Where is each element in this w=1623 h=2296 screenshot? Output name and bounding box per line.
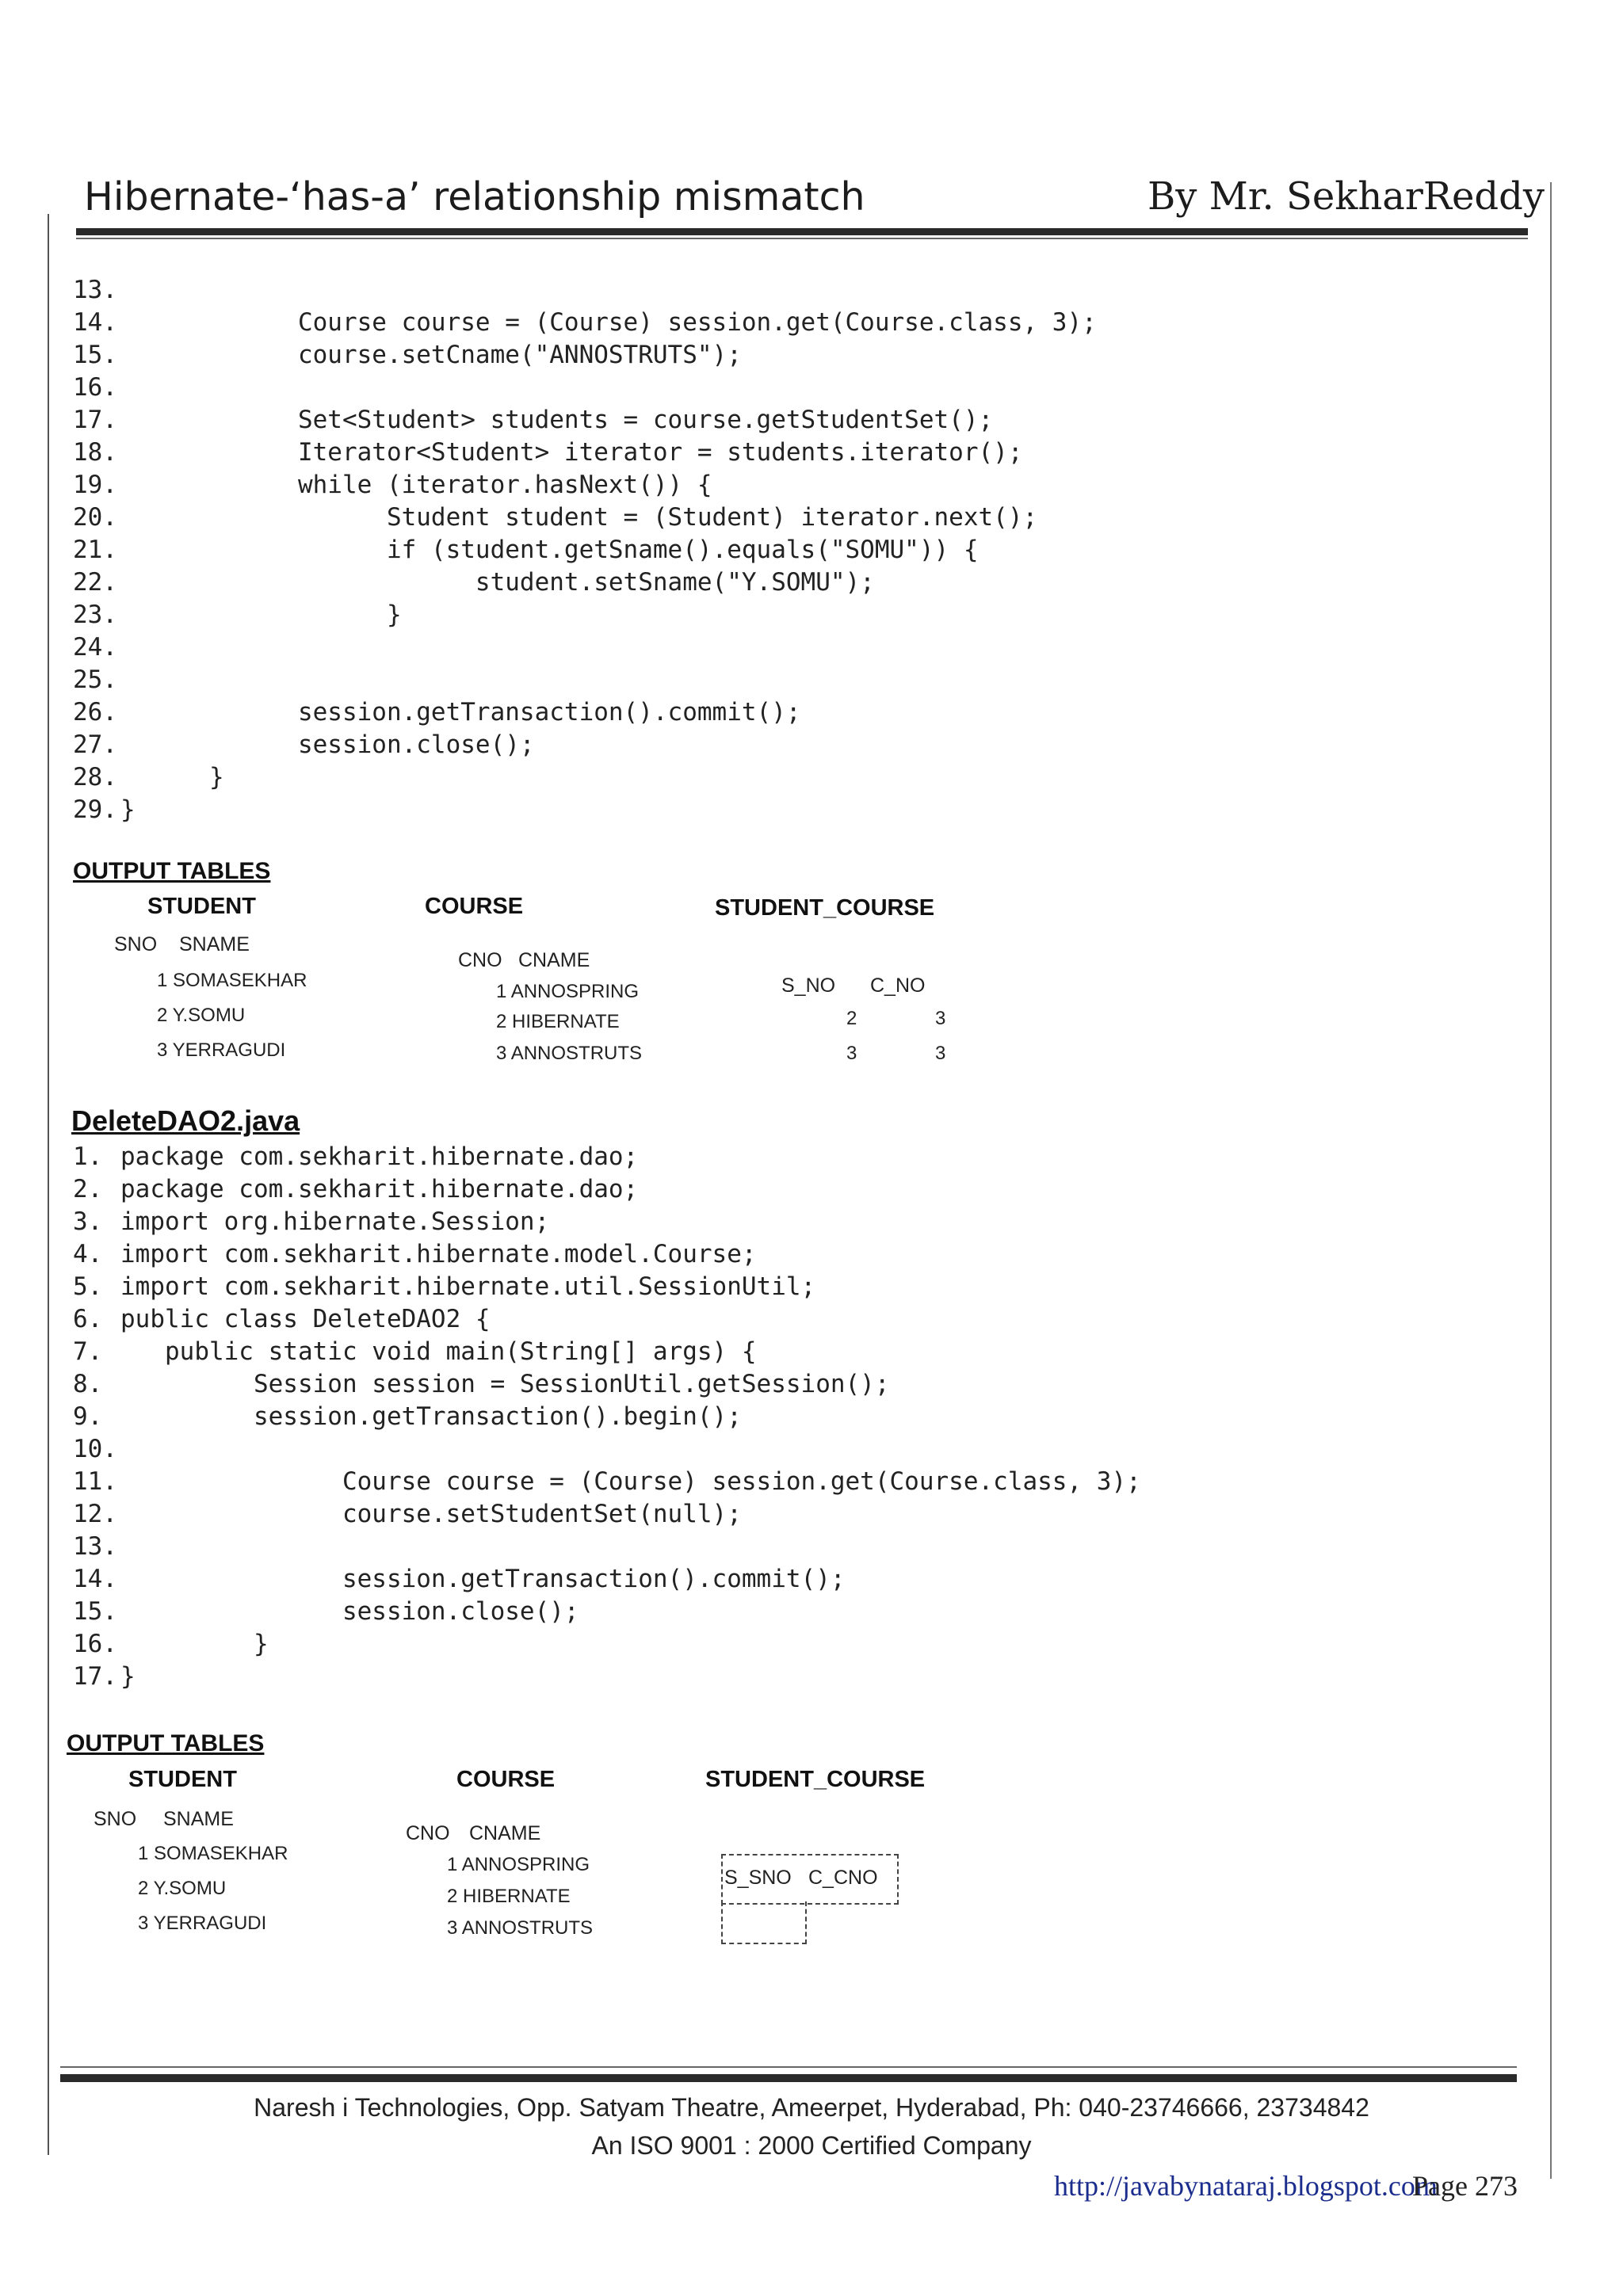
file-title-deletedao2: DeleteDAO2.java xyxy=(71,1104,300,1137)
code-line xyxy=(73,437,1341,469)
line-number: 16. xyxy=(73,1630,117,1658)
code-text: import org.hibernate.Session; xyxy=(120,1207,550,1236)
line-number: 17. xyxy=(73,406,117,434)
code-line xyxy=(73,1206,1341,1238)
student-col-sname: SNAME xyxy=(179,933,250,955)
course-row-2-2: 2 HIBERNATE xyxy=(447,1886,571,1907)
course-table-heading-2: COURSE xyxy=(456,1767,556,1792)
code-line xyxy=(73,1271,1341,1303)
course-col-cno: CNO xyxy=(458,949,502,971)
student-col-sno: SNO xyxy=(114,933,158,955)
course-table-heading: COURSE xyxy=(425,894,524,919)
footer-blog-link[interactable]: http://javabynataraj.blogspot.com xyxy=(1054,2170,1438,2202)
line-number: 17. xyxy=(73,1662,117,1691)
course-row-1: 1 ANNOSPRING xyxy=(496,981,640,1002)
line-number: 21. xyxy=(73,536,117,564)
student-course-table-heading-2: STUDENT_COURSE xyxy=(705,1767,926,1792)
line-number: 15. xyxy=(73,1597,117,1626)
code-text: } xyxy=(120,1662,136,1691)
code-text: import com.sekharit.hibernate.util.SessionUtil; xyxy=(120,1272,816,1301)
line-number: 18. xyxy=(73,438,117,467)
footer-company-address: Naresh i Technologies, Opp. Satyam Theatre, Ameerpet, Hyderabad, Ph: 040-23746666, 23734842 xyxy=(254,2093,1369,2122)
code-text: session.getTransaction().commit(); xyxy=(120,1565,846,1593)
code-text: } xyxy=(120,601,402,629)
line-number: 15. xyxy=(73,341,117,369)
output-tables-title-2: OUTPUT TABLES xyxy=(67,1730,265,1756)
code-line xyxy=(73,1433,1341,1466)
code-line xyxy=(73,1141,1341,1173)
code-text: Course course = (Course) session.get(Course.class, 3); xyxy=(120,308,1097,337)
line-number: 3. xyxy=(73,1207,103,1236)
header-rule xyxy=(76,228,1528,235)
course-row-1-2: 1 ANNOSPRING xyxy=(447,1854,590,1875)
line-number: 2. xyxy=(73,1175,103,1203)
code-text: Iterator<Student> iterator = students.iterator(); xyxy=(120,438,1023,467)
output-tables-title: OUTPUT TABLES xyxy=(73,858,271,884)
student-col-sno-2: SNO xyxy=(94,1808,137,1830)
student-row-3: 3 YERRAGUDI xyxy=(157,1039,286,1061)
line-number: 8. xyxy=(73,1370,103,1398)
line-number: 24. xyxy=(73,633,117,662)
code-line xyxy=(73,599,1341,631)
code-line xyxy=(73,502,1341,534)
line-number: 20. xyxy=(73,503,117,532)
course-col-cname-2: CNAME xyxy=(469,1822,541,1844)
page-border-left xyxy=(48,214,49,2155)
page-header-title: Hibernate-‘has-a’ relationship mismatch xyxy=(84,174,865,219)
code-text: import com.sekharit.hibernate.model.Course; xyxy=(120,1240,757,1268)
student-course-col-cno-2: C_CNO xyxy=(808,1867,878,1889)
student-row-2: 2 Y.SOMU xyxy=(157,1005,246,1026)
code-line xyxy=(73,1368,1341,1401)
code-line xyxy=(73,696,1341,729)
line-number: 22. xyxy=(73,568,117,597)
code-line xyxy=(73,761,1341,794)
code-text: student.setSname("Y.SOMU"); xyxy=(120,568,875,597)
student-course-row-1-sno: 2 xyxy=(846,1008,857,1029)
code-text: Course course = (Course) session.get(Course.class, 3); xyxy=(120,1467,1141,1496)
line-number: 1. xyxy=(73,1142,103,1171)
code-line xyxy=(73,469,1341,502)
code-text: session.close(); xyxy=(120,1597,579,1626)
page-border-right xyxy=(1550,182,1552,2179)
code-line xyxy=(73,794,1341,826)
line-number: 13. xyxy=(73,1532,117,1561)
code-text: course.setStudentSet(null); xyxy=(120,1500,742,1528)
line-number: 16. xyxy=(73,373,117,402)
course-col-cname: CNAME xyxy=(518,949,590,971)
line-number: 26. xyxy=(73,698,117,727)
line-number: 5. xyxy=(73,1272,103,1301)
code-text: while (iterator.hasNext()) { xyxy=(120,471,712,499)
code-text: Student student = (Student) iterator.next(); xyxy=(120,503,1038,532)
student-course-row-2-sno: 3 xyxy=(846,1043,857,1064)
code-line xyxy=(73,1401,1341,1433)
code-line xyxy=(73,1596,1341,1628)
student-table-heading-2: STUDENT xyxy=(128,1767,237,1792)
code-line xyxy=(73,729,1341,761)
student-course-row-1-cno: 3 xyxy=(935,1008,946,1029)
student-course-col-cno: C_NO xyxy=(870,974,926,997)
code-line xyxy=(73,1531,1341,1563)
code-text: session.close(); xyxy=(120,730,535,759)
code-text: } xyxy=(120,1630,269,1658)
code-line xyxy=(73,1173,1341,1206)
footer-rule-thin xyxy=(60,2066,1517,2068)
course-row-3: 3 ANNOSTRUTS xyxy=(496,1043,643,1064)
student-table-heading: STUDENT xyxy=(147,894,256,919)
code-text: Set<Student> students = course.getStudentSet(); xyxy=(120,406,994,434)
code-text: } xyxy=(120,763,224,791)
student-col-sname-2: SNAME xyxy=(163,1808,234,1830)
footer-page-number: Page 273 xyxy=(1412,2170,1518,2202)
code-text: package com.sekharit.hibernate.dao; xyxy=(120,1142,639,1171)
line-number: 14. xyxy=(73,1565,117,1593)
course-row-3-2: 3 ANNOSTRUTS xyxy=(447,1917,594,1939)
student-course-row-2-cno: 3 xyxy=(935,1043,946,1064)
code-line xyxy=(73,1466,1341,1498)
code-text: Session session = SessionUtil.getSession(); xyxy=(120,1370,890,1398)
line-number: 11. xyxy=(73,1467,117,1496)
line-number: 13. xyxy=(73,276,117,304)
student-course-table-heading: STUDENT_COURSE xyxy=(715,895,935,921)
header-rule-thin xyxy=(76,238,1528,239)
code-line xyxy=(73,274,1341,307)
line-number: 28. xyxy=(73,763,117,791)
code-line xyxy=(73,566,1341,599)
code-text: package com.sekharit.hibernate.dao; xyxy=(120,1175,639,1203)
code-line xyxy=(73,1628,1341,1661)
line-number: 19. xyxy=(73,471,117,499)
line-number: 25. xyxy=(73,666,117,694)
code-text: session.getTransaction().commit(); xyxy=(120,698,801,727)
footer-certification: An ISO 9001 : 2000 Certified Company xyxy=(591,2131,1032,2160)
line-number: 14. xyxy=(73,308,117,337)
code-line xyxy=(73,534,1341,566)
line-number: 12. xyxy=(73,1500,117,1528)
code-line xyxy=(73,664,1341,696)
student-row-2-2: 2 Y.SOMU xyxy=(138,1878,227,1899)
code-line xyxy=(73,1238,1341,1271)
line-number: 4. xyxy=(73,1240,103,1268)
line-number: 23. xyxy=(73,601,117,629)
code-text: public static void main(String[] args) { xyxy=(120,1337,757,1366)
code-line xyxy=(73,339,1341,372)
code-line xyxy=(73,1661,1341,1693)
line-number: 9. xyxy=(73,1402,103,1431)
code-line xyxy=(73,307,1341,339)
line-number: 27. xyxy=(73,730,117,759)
code-line xyxy=(73,1563,1341,1596)
student-course-empty-row xyxy=(721,1901,807,1944)
line-number: 7. xyxy=(73,1337,103,1366)
code-line xyxy=(73,1303,1341,1336)
code-line xyxy=(73,372,1341,404)
student-course-col-sno-2: S_SNO xyxy=(724,1867,792,1889)
footer-rule xyxy=(60,2074,1517,2082)
code-text: public class DeleteDAO2 { xyxy=(120,1305,491,1333)
student-row-3-2: 3 YERRAGUDI xyxy=(138,1913,267,1934)
page-header-author: By Mr. SekharReddy xyxy=(1148,174,1545,219)
course-col-cno-2: CNO xyxy=(406,1822,450,1844)
code-line xyxy=(73,631,1341,664)
code-text: if (student.getSname().equals("SOMU")) { xyxy=(120,536,979,564)
line-number: 6. xyxy=(73,1305,103,1333)
code-text: course.setCname("ANNOSTRUTS"); xyxy=(120,341,742,369)
student-row-1: 1 SOMASEKHAR xyxy=(157,970,307,991)
code-line xyxy=(73,1498,1341,1531)
code-text: } xyxy=(120,795,136,824)
course-row-2: 2 HIBERNATE xyxy=(496,1011,620,1032)
student-course-col-sno: S_NO xyxy=(781,974,836,997)
line-number: 10. xyxy=(73,1435,117,1463)
student-row-1-2: 1 SOMASEKHAR xyxy=(138,1843,288,1864)
line-number: 29. xyxy=(73,795,117,824)
code-text: session.getTransaction().begin(); xyxy=(120,1402,742,1431)
code-line xyxy=(73,404,1341,437)
code-line xyxy=(73,1336,1341,1368)
